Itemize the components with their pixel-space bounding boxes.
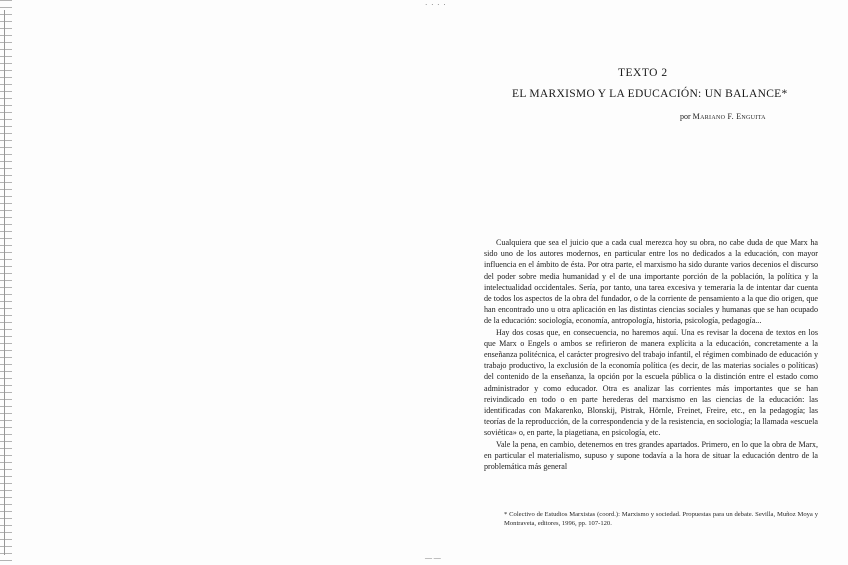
body-text (484, 237, 818, 472)
author-prefix: por (680, 112, 691, 121)
author-line (680, 112, 766, 121)
scan-bottom-mark: — — (425, 554, 441, 562)
paragraph-3: Vale la pena, en cambio, detenernos en tres grandes apartados. Primero, en lo que la obra de Marx, en particular el materialismo, supuso y supone todavía a la hora de situar la educación dentro de la problemática más general (484, 439, 818, 472)
paragraph-1: Cualquiera que sea el juicio que a cada cual merezca hoy su obra, no cabe duda de que Marx ha sido uno de los autores modernos, en particular entre los no dedicados a la educación, con mayor influencia en el ámbito de ésta. Por otra parte, el marxismo ha sido durante varios decenios el discurso del poder sobre media humanidad y el de una importante porción de la población, la política y la intelectualidad occidentales. Sería, por tanto, una tarea excesiva y temeraria la de intentar dar cuenta de todos los aspectos de la obra del fundador, o de la corriente de pensamiento a la que dio origen, que han encontrado uno u otra aplicación en las distintas ciencias sociales y humanas que se han ocupado de la educación: sociología, economía, antropología, historia, psicología, pedagogía... (484, 238, 818, 326)
section-label: TEXTO 2 (618, 67, 668, 79)
paragraph-2: Hay dos cosas que, en consecuencia, no haremos aquí. Una es revisar la docena de textos en los que Marx o Engels o ambos se refirieron de manera explícita a la educación, concretamente a la enseñanza politécnica, el carácter progresivo del trabajo infantil, el régimen combinado de educación y trabajo productivo, la exclusión de la economía política (es decir, de las materias sociales o políticas) del contenido de la enseñanza, la opción por la escuela pública o la distinción entre el estado como administrador y como educador. Otra es analizar las corrientes más importantes que se han reivindicado en todo o en parte herederas del marxismo en las ciencias de la educación: las identificadas con Makarenko, Blonskij, Pistrak, Hörnle, Freinet, Freire, etc., en la pedagogía; las teorías de la reproducción, de la correspondencia y de la resistencia, en sociología; la llamada «escuela soviética» o, en parte, la piagetiana, en psicología, etc. (484, 327, 818, 438)
scanned-page-edge (0, 0, 12, 565)
footnote (484, 510, 818, 528)
footnote-text: * Colectivo de Estudios Marxistas (coord.): Marxismo y sociedad. Propuestas para un debate. Sevilla, Muñoz Moya y Montraveta, editores, 1996, pp. 107-120. (504, 511, 818, 527)
author-name: Mariano F. Enguita (692, 112, 766, 121)
chapter-title: EL MARXISMO Y LA EDUCACIÓN: UN BALANCE* (512, 88, 788, 100)
scan-top-mark: · · · · (425, 1, 447, 9)
